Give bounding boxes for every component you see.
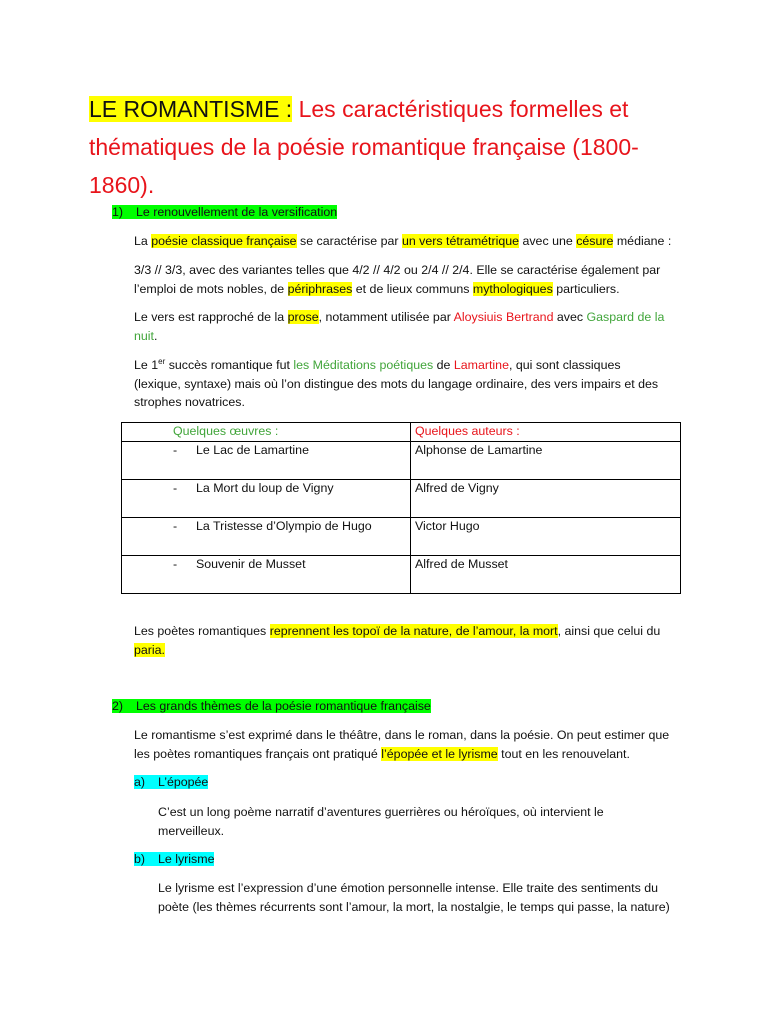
work-name: Le Lac de Lamartine bbox=[196, 443, 309, 457]
table-header-row bbox=[122, 423, 681, 442]
author-name: Lamartine bbox=[453, 358, 509, 372]
text: particuliers. bbox=[552, 281, 620, 296]
work-cell bbox=[122, 480, 411, 518]
section1-paragraph4 bbox=[134, 356, 669, 412]
section2-paragraph1 bbox=[134, 726, 684, 763]
bullet-dash: - bbox=[173, 519, 178, 533]
author-name: Aloysiuis Bertrand bbox=[453, 310, 554, 324]
col1-header: Quelques œuvres : bbox=[173, 424, 279, 438]
section1-paragraph2 bbox=[134, 261, 664, 298]
bullet-dash: - bbox=[173, 443, 178, 457]
works-authors-table bbox=[121, 422, 681, 594]
highlight: mythologiques bbox=[472, 281, 553, 296]
work-name: Souvenir de Musset bbox=[196, 557, 306, 571]
highlight: reprennent les topoï de la nature, de l’amour, la mort bbox=[269, 624, 558, 638]
text: 3/3 // 3/3, avec des variantes telles que 4/2 // 4/2 ou 2/4 // 2/4. Elle se caractérise également par l’emploi de mots nobles, de bbox=[134, 263, 661, 296]
section2-number: 2) bbox=[112, 699, 124, 713]
bullet-dash: - bbox=[173, 481, 178, 495]
table-row bbox=[122, 480, 681, 518]
author-name: Alfred de Musset bbox=[415, 557, 508, 571]
text: et de lieux communs bbox=[352, 281, 473, 296]
subsection-b-heading bbox=[134, 850, 214, 868]
bullet-dash: - bbox=[173, 557, 178, 571]
subsection-a-label: L’épopée bbox=[158, 775, 209, 789]
subsection-b-label: Le lyrisme bbox=[158, 852, 215, 866]
text: avec bbox=[553, 310, 587, 324]
text: avec une bbox=[519, 234, 577, 248]
work-title: Gaspard de la nuit bbox=[134, 310, 665, 343]
superscript: er bbox=[158, 356, 166, 366]
highlight: un vers tétramétrique bbox=[401, 234, 520, 248]
highlight: l’épopée et le lyrisme bbox=[381, 746, 498, 761]
text: Le 1 bbox=[134, 358, 159, 372]
table-row bbox=[122, 442, 681, 480]
highlight: périphrases bbox=[287, 281, 353, 296]
title-rest: Les caractéristiques formelles et thématiques de la poésie romantique française (1800-1860). bbox=[89, 96, 639, 198]
text: tout en les renouvelant. bbox=[497, 746, 630, 761]
text: succès romantique fut bbox=[165, 358, 294, 372]
work-name: La Mort du loup de Vigny bbox=[196, 481, 334, 495]
text: se caractérise par bbox=[296, 234, 402, 248]
work-cell bbox=[122, 518, 411, 556]
text: . bbox=[153, 328, 158, 343]
highlight: prose bbox=[287, 310, 319, 324]
highlight: poésie classique française bbox=[151, 234, 297, 248]
table-header-cell bbox=[122, 423, 411, 442]
section1-label: Le renouvellement de la versification bbox=[136, 205, 338, 219]
author-cell bbox=[411, 442, 681, 480]
table-row bbox=[122, 518, 681, 556]
highlight: paria. bbox=[134, 642, 165, 657]
section1-heading bbox=[112, 203, 337, 221]
subsection-b-number: b) bbox=[134, 852, 146, 866]
text: Le romantisme s’est exprimé dans le théâtre, dans le roman, dans la poésie. On peut estimer que les poètes romantiques français ont pratiqué bbox=[134, 728, 670, 761]
author-name: Victor Hugo bbox=[415, 519, 480, 533]
section1-number: 1) bbox=[112, 205, 124, 219]
text: Les poètes romantiques bbox=[134, 624, 270, 638]
subsection-b-text: Le lyrisme est l’expression d’une émotion personnelle intense. Elle traite des sentiments du poète (les thèmes récurrents sont l’amour, la mort, la nostalgie, le temps qui passe, la nature) bbox=[158, 881, 670, 914]
title-highlight: LE ROMANTISME : bbox=[89, 96, 293, 122]
subsection-a-heading bbox=[134, 773, 208, 791]
section2-label: Les grands thèmes de la poésie romantique française bbox=[136, 699, 431, 713]
work-title: les Méditations poétiques bbox=[293, 358, 434, 372]
col2-header: Quelques auteurs : bbox=[415, 424, 520, 438]
page-title bbox=[89, 90, 649, 204]
section1-paragraph5 bbox=[134, 622, 679, 659]
section1-paragraph3 bbox=[134, 308, 679, 345]
table-row bbox=[122, 556, 681, 594]
subsection-a-text: C’est un long poème narratif d’aventures guerrières ou héroïques, où intervient le merveilleux. bbox=[158, 805, 604, 838]
text: , ainsi que celui du bbox=[557, 624, 661, 638]
work-cell bbox=[122, 556, 411, 594]
section1-paragraph1 bbox=[134, 232, 694, 251]
author-name: Alphonse de Lamartine bbox=[415, 443, 543, 457]
text: , notamment utilisée par bbox=[318, 310, 454, 324]
author-cell bbox=[411, 556, 681, 594]
highlight: césure bbox=[576, 234, 614, 248]
author-cell bbox=[411, 480, 681, 518]
author-name: Alfred de Vigny bbox=[415, 481, 499, 495]
work-cell bbox=[122, 442, 411, 480]
table-header-cell bbox=[411, 423, 681, 442]
author-cell bbox=[411, 518, 681, 556]
work-name: La Tristesse d’Olympio de Hugo bbox=[196, 519, 372, 533]
text: , qui sont classiques (lexique, syntaxe) mais où l’on distingue des mots du langage ordinaire, des vers impairs et des strophes novatrices. bbox=[134, 358, 659, 409]
text: Le vers est rapproché de la bbox=[134, 310, 288, 324]
section2-heading bbox=[112, 697, 431, 715]
subsection-a-number: a) bbox=[134, 775, 146, 789]
text: La bbox=[134, 234, 152, 248]
text: médiane : bbox=[613, 234, 672, 248]
text: de bbox=[433, 358, 454, 372]
